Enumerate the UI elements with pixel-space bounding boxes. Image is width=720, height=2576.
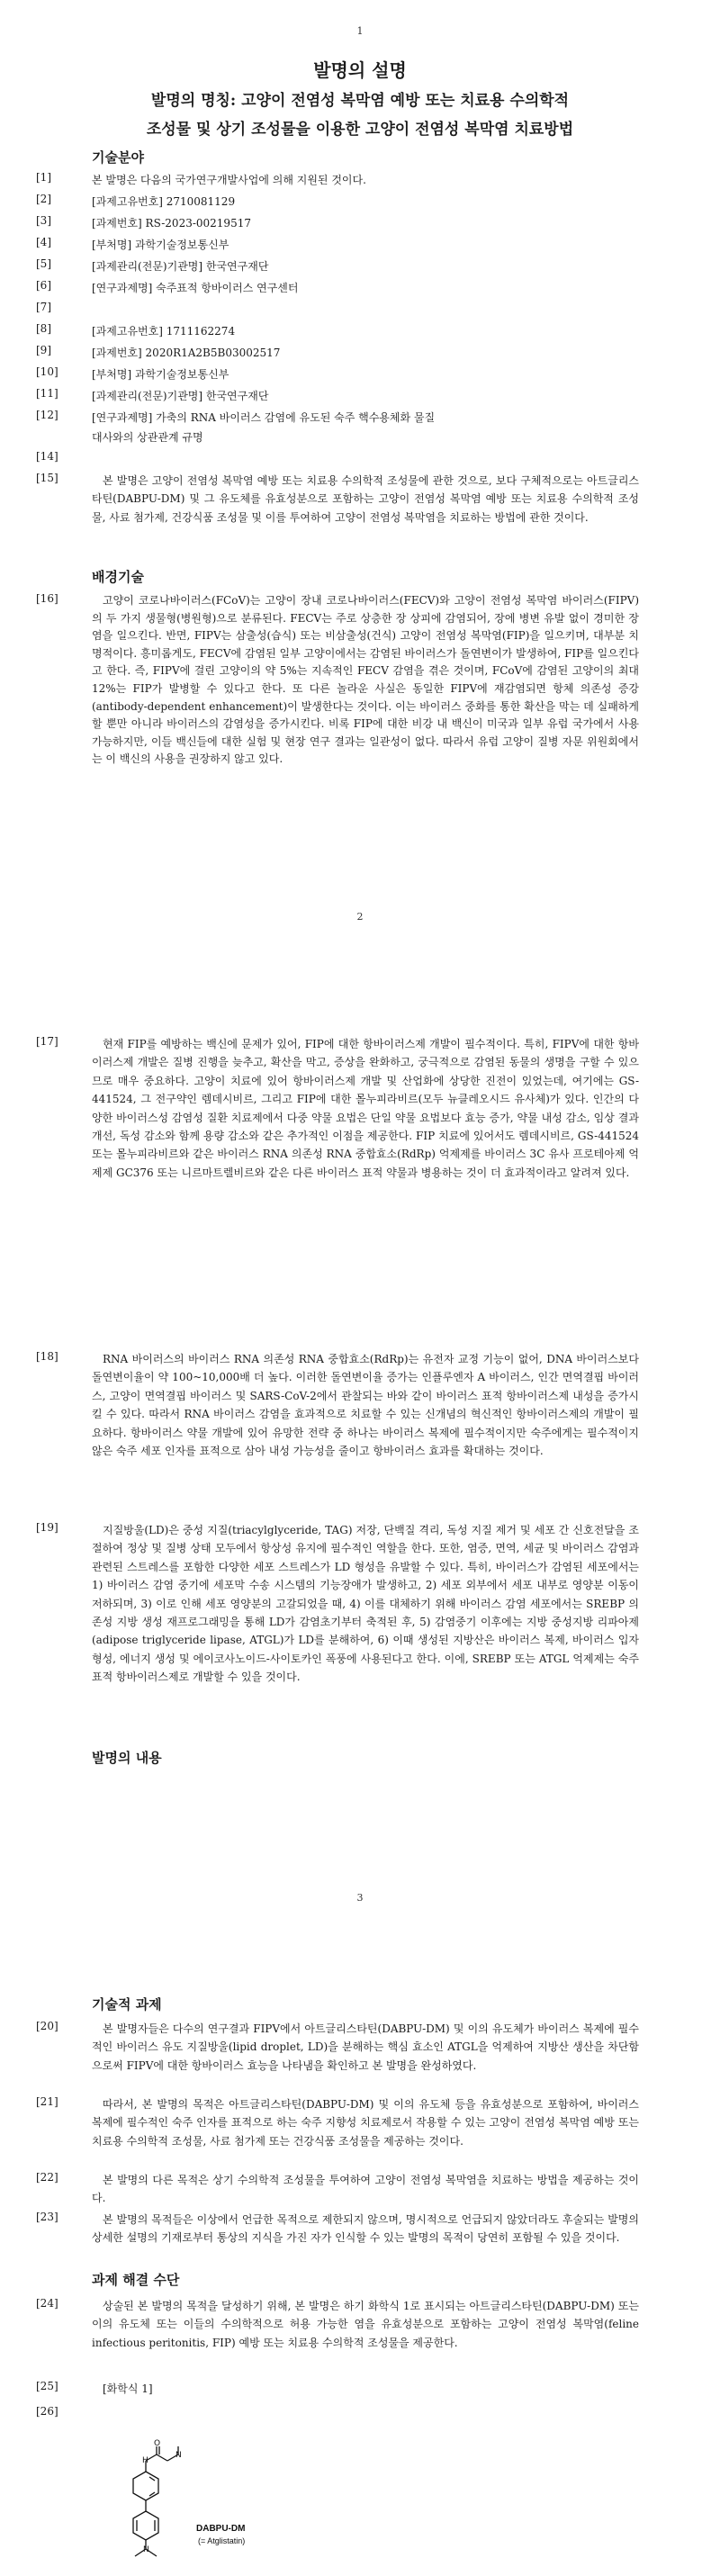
paragraph-text: 본 발명의 목적들은 이상에서 언급한 목적으로 제한되지 않으며, 명시적으로 언급되지 않았더라도 후술되는 발명의 상세한 설명의 기재로부터 통상의 지식을 가진 자가 인식할 수 있는 발명의 목적이 당연히 포함될 수 있을 것이다. — [92, 2213, 639, 2245]
paragraph-number: [16] — [36, 592, 58, 605]
paragraph-number: [19] — [36, 1521, 58, 1534]
amine-nitrogen-label: N — [143, 2545, 149, 2554]
paragraph-number: [18] — [36, 1350, 58, 1363]
invention-title — [90, 86, 630, 144]
oxygen-atom-label: O — [154, 2439, 161, 2448]
paragraph-text: 현재 FIP를 예방하는 백신에 문제가 있어, FIP에 대한 항바이러스제 개발이 필수적이다. 특히, FIPV에 대한 항바이러스제 개발은 질병 진행을 늦추고, 확산을 막고, 증상을 완화하고, 궁극적으로 감염된 동물의 생명을 구할 수 있으므로 매우 중요하다. 고양이 치료에 있어 항바이러스제 개발 및 산업화에 상당한 진전이 있었는데, 여기에는 GS-441524, 그 전구약인 렘데시비르, 그리고 FIP에 대한 몰누피라비르(모두 뉴클레오시드 유사체)가 있다. 인간의 다양한 바이러스성 감염성 질환 치료제에서 다중 약물 요법은 단일 약물 요법보다 효능 증가, 약물 내성 감소, 임상 결과 개선, 독성 감소와 함께 용량 감소와 같은 추가적인 이점을 제공한다. FIP 치료에 있어서도 렘데시비르, GS-441524 또는 몰누피라비르와 같은 바이러스 RNA 의존성 RNA 중합효소(RdRp) 억제제를 바이러스 3C 유사 프로테아제 억제제 GC376 또는 니르마트렐비르와 같은 다른 바이러스 표적 약물과 병용하는 것이 더 효과적이라고 알려져 있다. — [92, 1038, 639, 1179]
heading-background: 배경기술 — [92, 569, 144, 585]
paragraph-number: [20] — [36, 2020, 58, 2032]
invention-title-line-2: 조성물 및 상기 조성물을 이용한 고양이 전염성 복막염 치료방법 — [146, 121, 574, 139]
paragraph-number: [2] — [36, 193, 51, 205]
paragraph-text: 본 발명자들은 다수의 연구결과 FIPV에서 아트글리스타틴(DABPU-DM) 및 이의 유도체가 바이러스 복제에 필수적인 바이러스 유도 지질방울(lipid droplet, LD)을 분해하는 핵심 효소인 ATGL을 억제하여 지방산 생산을 차단함으로써 FIPV에 대한 항바이러스 효능을 나타냄을 확인하고 본 발명을 완성하였다. — [92, 2022, 639, 2072]
heading-problem: 기술적 과제 — [92, 1996, 162, 2013]
paragraph-number: [4] — [36, 236, 51, 248]
paragraph-text: [과제고유번호] 2710081129 — [92, 195, 236, 208]
invention-title-line-1: 발명의 명칭: 고양이 전염성 복막염 예방 또는 치료용 수의학적 — [150, 92, 570, 110]
paragraph-text: [부처명] 과학기술정보통신부 — [92, 368, 230, 381]
paragraph-number: [6] — [36, 279, 51, 292]
paragraph-number: [23] — [36, 2211, 58, 2223]
paragraph-text: 지질방울(LD)은 중성 지질(triacylglyceride, TAG) 저장, 단백질 격리, 독성 지질 제거 및 세포 간 신호전달을 조절하여 정상 및 질병 상태 모두에서 항상성 유지에 필수적인 역할을 한다. 또한, 염증, 면역, 세균 및 바이러스 감염과 관련된 스트레스를 포함한 다양한 세포 스트레스가 LD 형성을 유발할 수 있다. 특히, 바이러스가 감염된 세포에서는 1) 바이러스 감염 중기에 세포막 수송 시스템의 기능장애가 발생하고, 2) 세포 외부에서 세포 내부로 영양분 이동이 저하되며, 3) 이로 인해 세포 영양분의 고갈되었을 때, 4) 이를 대체하기 위해 바이러스 감염 세포에서는 SREBP 의존성 지방 생성 재프로그래밍을 통해 LD가 감염초기부터 축적된 후, 5) 감염중기 이후에는 지방 중성지방 리파아제(adipose triglyceride lipase, ATGL)가 LD를 분해하여, 6) 이때 생성된 지방산은 바이러스 복제, 바이러스 입자 형성, 에너지 생성 및 에이코사노이드-사이토카인 폭풍에 사용된다고 한다. 이에, SREBP 또는 ATGL 억제제는 숙주 표적 항바이러스제로 개발할 수 있을 것이다. — [92, 1524, 639, 1684]
paragraph-text: 본 발명은 다음의 국가연구개발사업에 의해 지원된 것이다. — [92, 174, 366, 186]
paragraph-number: [11] — [36, 387, 58, 400]
paragraph-text: 고양이 코로나바이러스(FCoV)는 고양이 장내 코로나바이러스(FECV)와 고양이 전염성 복막염 바이러스(FIPV)의 두 가지 생물형(병원형)으로 분류된다. FECV는 주로 상층한 장 상피에 감염되어, 장에 병변 유발 없이 경미한 장염을 일으킨다. 반면, FIPV는 삼출성(습식) 또는 비삼출성(건식) 고양이 전염성 복막염(FIP)을 일으키며, 대부분 치명적이다. 흥미롭게도, FECV에 감염된 일부 고양이에서는 감염된 바이러스가 돌연변이가 발생하여, FIP를 일으킨다고 한다. 즉, FIPV에 걸린 고양이의 약 5%는 지속적인 FECV 감염을 겪은 것이며, FCoV에 감염된 고양이의 최대 12%는 FIP가 발병할 수 있다고 한다. 또 다른 놀라운 사실은 동일한 FIPV에 재감염되면 항체 의존성 증강(antibody-dependent enhancement)이 발생한다는 것이다. 이는 바이러스 중화를 통한 확산을 막는 데 실패하게 할 뿐만 아니라 바이러스의 감염성을 증가시킨다. 비록 FIP에 대한 비강 내 백신이 미국과 일부 유럽 국가에서 사용 가능하지만, 이들 백신들에 대한 실험 및 현장 연구 결과는 일관성이 없다. 따라서 유럽 고양이 질병 자문 위원회에서는 이 백신의 사용을 권장하지 않고 있다. — [92, 594, 639, 766]
paragraph-text: [과제고유번호] 1711162274 — [92, 325, 236, 338]
paragraph-text: [화학식 1] — [103, 2382, 153, 2395]
paragraph-number: [24] — [36, 2297, 58, 2310]
paragraph-text: 따라서, 본 발명의 목적은 아트글리스타틴(DABPU-DM) 및 이의 유도체 등을 유효성분으로 포함하여, 바이러스 복제에 필수적인 숙주 인자를 표적으로 하는 숙주 지향성 치료제로서 작용할 수 있는 고양이 전염성 복막염 예방 또는 치료용 수의학적 조성물, 사료 첨가제 또는 건강식품 조성물을 제공하는 것이다. — [92, 2098, 639, 2148]
paragraph-text: [과제관리(전문)기관명] 한국연구재단 — [92, 390, 269, 402]
page-number-1: 1 — [356, 25, 364, 37]
paragraph-text: RNA 바이러스의 바이러스 RNA 의존성 RNA 중합효소(RdRp)는 유전자 교정 기능이 없어, DNA 바이러스보다 돌연변이율이 약 100~10,000배 더 높다. 이러한 돌연변이율 증가는 인플루엔자 A 바이러스, 인간 면역결핍 바이러스, 고양이 면역결핍 바이러스 및 SARS-CoV-2에서 관찰되는 바와 같이 바이러스 표적 항바이러스제 내성을 증가시킬 수 있다. 따라서 RNA 바이러스 감염을 효과적으로 치료할 수 있는 신개념의 혁신적인 항바이러스제의 개발이 필요하다. 항바이러스 약물 개발에 있어 유망한 전략 중 하나는 바이러스 복제에 필수적이지만 숙주에게는 필수적이지 않은 숙주 세포 인자를 표적으로 삼아 내성 가능성을 줄이고 항바이러스 효과를 확대하는 것이다. — [92, 1353, 639, 1458]
paragraph-number: [14] — [36, 450, 58, 463]
nitrogen-atom-label: N — [176, 2451, 182, 2460]
paragraph-number: [26] — [36, 2405, 58, 2418]
paragraph-text: [연구과제명] 가축의 RNA 바이러스 감염에 유도된 숙주 핵수용체화 물질 — [92, 411, 436, 424]
chem-label: DABPU-DM — [196, 2524, 246, 2534]
paragraph-text: [부처명] 과학기술정보통신부 — [92, 239, 230, 251]
heading-content: 발명의 내용 — [92, 1750, 162, 1766]
paragraph-number: [15] — [36, 472, 58, 484]
paragraph-number: [8] — [36, 322, 51, 335]
paragraph-number: [9] — [36, 344, 51, 356]
paragraph-number: [1] — [36, 171, 51, 184]
paragraph-text: 대사와의 상관관계 규명 — [92, 431, 203, 444]
paragraph-number: [3] — [36, 214, 51, 227]
paragraph-text: [과제번호] 2020R1A2B5B03002517 — [92, 347, 281, 359]
paragraph-number: [10] — [36, 365, 58, 378]
chemical-structure-diagram — [110, 2439, 272, 2571]
page-number-3: 3 — [356, 1892, 364, 1904]
paragraph-number: [21] — [36, 2095, 58, 2108]
chem-sublabel: (= Atglistatin) — [198, 2536, 246, 2545]
paragraph-number: [12] — [36, 409, 58, 421]
paragraph-number: [22] — [36, 2171, 58, 2184]
heading-solution: 과제 해결 수단 — [92, 2272, 180, 2288]
paragraph-text: 상술된 본 발명의 목적을 달성하기 위해, 본 발명은 하기 화학식 1로 표시되는 아트글리스타틴(DABPU-DM) 또는 이의 유도체 또는 이들의 수의학적으로 허용 가능한 염을 유효성분으로 포함하는 고양이 전염성 복막염(feline infectious peritonitis, FIP) 예방 또는 치료용 수의학적 조성물을 제공한다. — [92, 2300, 639, 2349]
paragraph-text: [과제번호] RS-2023-00219517 — [92, 217, 251, 230]
paragraph-text: 본 발명은 고양이 전염성 복막염 예방 또는 치료용 수의학적 조성물에 관한 것으로, 보다 구체적으로는 아트글리스타틴(DABPU-DM) 및 그 유도체를 유효성분으로 포함하는 고양이 전염성 복막염 예방 또는 치료용 수의학적 조성물, 사료 첨가제, 건강식품 조성물 및 이를 투여하여 고양이 전염성 복막염을 치료하는 방법에 관한 것이다. — [92, 474, 639, 524]
page-number-2: 2 — [356, 911, 364, 923]
paragraph-text: [연구과제명] 숙주표적 항바이러스 연구센터 — [92, 282, 299, 294]
paragraph-text: 본 발명의 다른 목적은 상기 수의학적 조성물을 투여하여 고양이 전염성 복막염을 치료하는 방법을 제공하는 것이다. — [92, 2174, 639, 2205]
document-title: 발명의 설명 — [313, 59, 407, 81]
paragraph-number: [7] — [36, 301, 51, 313]
paragraph-number: [5] — [36, 257, 51, 270]
paragraph-number: [25] — [36, 2380, 58, 2392]
nh-atom-label: H — [142, 2456, 148, 2465]
paragraph-number: [17] — [36, 1035, 58, 1048]
paragraph-text: [과제관리(전문)기관명] 한국연구재단 — [92, 260, 269, 273]
heading-tech-field: 기술분야 — [92, 149, 144, 166]
